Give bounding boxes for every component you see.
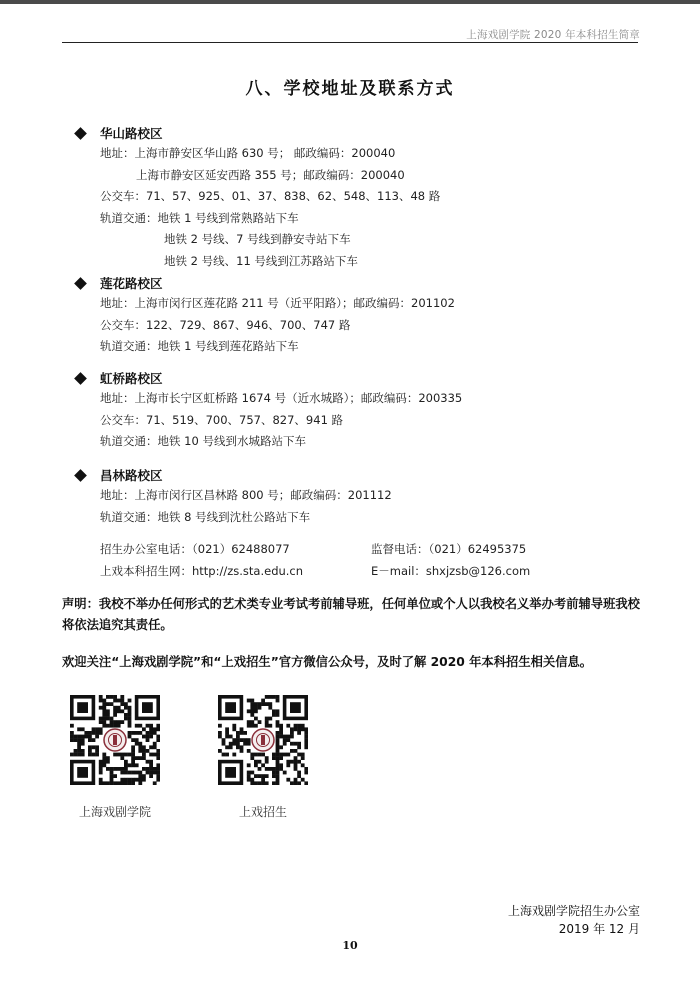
campus-heading (74, 465, 634, 485)
address-line: 地址：上海市闵行区莲花路 211 号（近平阳路）；邮政编码：201102 (100, 296, 455, 310)
contact-email: E－mail：shxjzsb@126.com (371, 564, 531, 578)
qr-code-shangxi-admissions (218, 695, 308, 785)
bus-line: 公交车：71、57、925、01、37、838、62、548、113、48 路 (100, 189, 441, 203)
admissions-website: 上戏本科招生网：http://zs.sta.edu.cn (100, 564, 304, 578)
top-border-bar (0, 0, 700, 4)
address-line: 地址：上海市长宁区虹桥路 1674 号（近水城路）；邮政编码：200335 (100, 391, 463, 405)
campus-section-huashan (74, 123, 634, 272)
running-header: 上海戏剧学院 2020 年本科招生简章 (466, 29, 640, 41)
campus-heading (74, 368, 634, 388)
qr-code-shanghai-theatre-academy (70, 695, 160, 785)
supervision-phone: 监督电话：（021）62495375 (371, 542, 527, 556)
qr-label: 上戏招生 (238, 805, 287, 819)
campus-section-changlin (74, 465, 634, 528)
bus-line: 公交车：71、519、700、757、827、941 路 (100, 412, 344, 427)
follow-notice: 欢迎关注“上海戏剧学院”和“上戏招生”官方微信公众号，及时了解 2020 年本科招生相关信息。 (62, 655, 593, 669)
campus-name: 莲花路校区 (100, 276, 163, 291)
metro-line: 地铁 2 号线、11 号线到江苏路站下车 (164, 253, 358, 268)
contact-block (100, 538, 620, 582)
metro-line: 轨道交通：地铁 8 号线到沈杜公路站下车 (100, 509, 311, 524)
address-line: 上海市静安区延安西路 355 号；邮政编码：200040 (136, 167, 405, 182)
issuing-office: 上海戏剧学院招生办公室 (507, 904, 640, 918)
campus-section-hongqiao (74, 368, 634, 453)
campus-name: 昌林路校区 (100, 468, 163, 483)
metro-line: 地铁 2 号线、7 号线到静安寺站下车 (164, 232, 351, 246)
metro-line: 轨道交通：地铁 1 号线到莲花路站下车 (100, 339, 299, 353)
campus-name: 虹桥路校区 (100, 371, 163, 386)
qr-label: 上海戏剧学院 (78, 805, 151, 819)
campus-heading (74, 123, 634, 143)
campus-name: 华山路校区 (100, 126, 163, 141)
page-title: 八、学校地址及联系方式 (245, 79, 455, 99)
address-line: 地址：上海市静安区华山路 630 号； 邮政编码：200040 (100, 146, 396, 160)
diamond-bullet-icon (74, 469, 87, 482)
diamond-bullet-icon (74, 372, 87, 385)
bus-line: 公交车：122、729、867、946、700、747 路 (100, 317, 351, 332)
campus-heading (74, 273, 634, 293)
diamond-bullet-icon (74, 277, 87, 290)
issue-date: 2019 年 12 月 (558, 922, 640, 936)
header-rule (62, 42, 638, 43)
office-phone: 招生办公室电话：（021）62488077 (100, 542, 290, 556)
metro-line: 轨道交通：地铁 10 号线到水城路站下车 (100, 434, 306, 448)
campus-section-lianhua (74, 273, 634, 358)
metro-line: 轨道交通：地铁 1 号线到常熟路站下车 (100, 210, 299, 225)
page-number: 10 (342, 939, 358, 952)
diamond-bullet-icon (74, 127, 87, 140)
disclaimer-statement: 声明：我校不举办任何形式的艺术类专业考试考前辅导班，任何单位或个人以我校名义举办考前辅导班我校将依法追究其责任。 (62, 597, 640, 632)
address-line: 地址：上海市闵行区昌林路 800 号；邮政编码：201112 (100, 488, 392, 502)
